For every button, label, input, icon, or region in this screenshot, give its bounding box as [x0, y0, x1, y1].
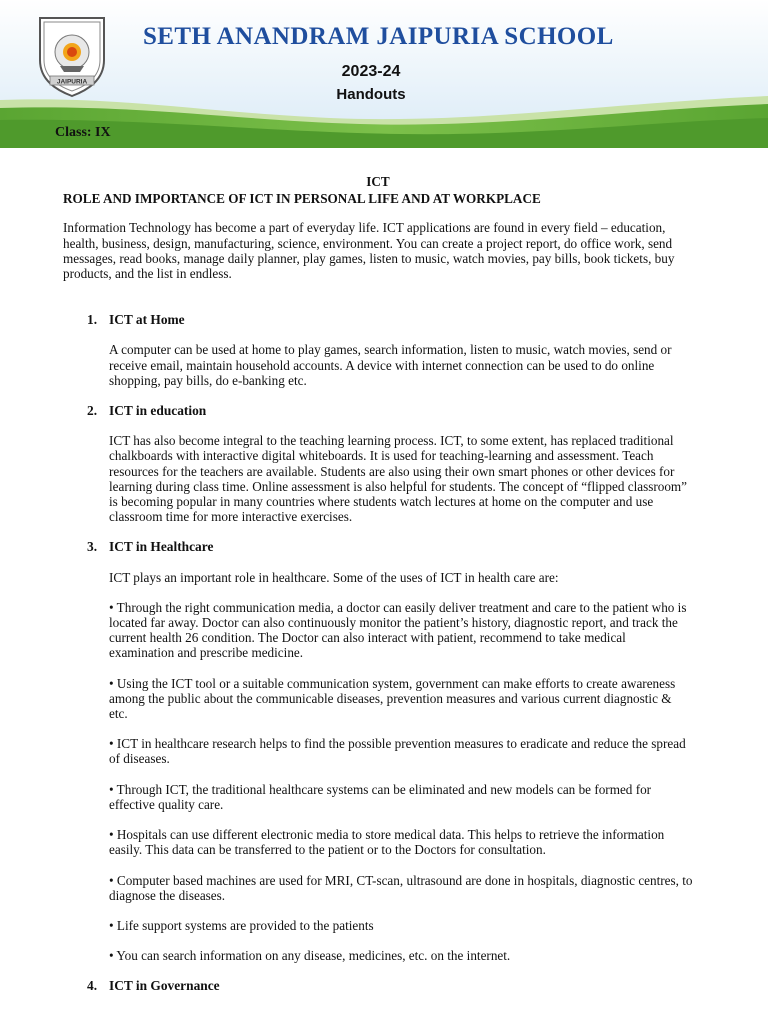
bullet-item: • Through ICT, the traditional healthcare systems can be eliminated and new models can be formed for effective quality care. — [109, 781, 652, 812]
bullet-item: • You can search information on any disease, medicines, etc. on the internet. — [109, 948, 511, 964]
section-ict-in-governance — [63, 978, 693, 993]
section-ict-in-education — [63, 403, 693, 524]
school-logo-icon — [30, 10, 114, 98]
section-heading — [63, 403, 693, 418]
section-heading — [63, 539, 693, 554]
class-label: Class: IX — [55, 125, 111, 140]
bullet-item: • Hospitals can use different electronic media to store medical data. This helps to retrieve the information easily. This data can be transferred to the patient or to the Doctors for consultation. — [109, 827, 665, 858]
section-paragraph: A computer can be used at home to play games, search information, listen to music, watch movies, send or receive email, maintain household accounts. A device with internet connection can be used to do online shopping, pay bills, do e-banking etc. — [109, 342, 672, 388]
intro-paragraph: Information Technology has become a part of everyday life. ICT applications are found in every field – education, health, business, design, manufacturing, science, environment. You can create a project report, do office work, send messages, read books, manage daily planner, play games, listen to music, watch movies, pay bills, book tickets, buy products, and the list in endless. — [63, 220, 675, 282]
section-number: 4. — [87, 978, 98, 994]
section-title: ICT in Healthcare — [109, 539, 214, 555]
section-paragraph: ICT plays an important role in healthcare. Some of the uses of ICT in health care are: — [109, 569, 559, 585]
section-ict-in-healthcare — [63, 539, 693, 963]
section-number: 2. — [87, 403, 98, 419]
document-type: Handouts — [336, 86, 406, 103]
document-body — [63, 174, 693, 994]
section-paragraph: ICT has also become integral to the teaching learning process. ICT, to some extent, has replaced traditional chalkboards with interactive digital whiteboards. It is used for teaching-learning and assessment. Teach resources for the teachers are available. Students are also using their own smart phones or other devices for learning during class time. Online assessment is also helpful for students. The concept of “flipped classroom” is becoming popular in many countries where students watch lectures at home on the computer and use classroom time for more interactive exercises. — [109, 433, 688, 525]
section-number: 1. — [87, 312, 98, 328]
bullet-item: • Life support systems are provided to the patients — [109, 917, 374, 933]
bullet-item: • Using the ICT tool or a suitable communication system, government can make efforts to create awareness among the public about the communicable diseases, prevention measures and various current diagnostic & etc. — [109, 675, 676, 722]
section-heading — [63, 978, 693, 993]
school-name: SETH ANANDRAM JAIPURIA SCHOOL — [143, 23, 614, 50]
bullet-item: • ICT in healthcare research helps to find the possible prevention measures to eradicate and reduce the spread of diseases. — [109, 736, 686, 767]
section-title: ICT at Home — [109, 312, 185, 328]
page-header — [0, 0, 768, 148]
document-heading: ICT — [366, 174, 390, 189]
logo-text: JAIPURIA — [56, 78, 88, 86]
section-heading — [63, 312, 693, 327]
section-number: 3. — [87, 539, 98, 555]
section-title: ICT in education — [109, 403, 207, 419]
section-title: ICT in Governance — [109, 978, 220, 994]
section-ict-at-home — [63, 312, 693, 388]
document-title: ROLE AND IMPORTANCE OF ICT IN PERSONAL LIFE AND AT WORKPLACE — [63, 191, 541, 207]
bullet-item: • Through the right communication media, a doctor can easily deliver treatment and care to the patient who is located far away. Doctor can also continuously monitor the patient’s history, diagnostic report, and track the current health 26 condition. The Doctor can also interact with patient, recommend to take medical examination and prescribe medicine. — [109, 599, 687, 661]
academic-year: 2023-24 — [341, 63, 401, 80]
bullet-item: • Computer based machines are used for MRI, CT-scan, ultrasound are done in hospitals, diagnostic centres, to diagnose the diseases. — [109, 872, 693, 903]
